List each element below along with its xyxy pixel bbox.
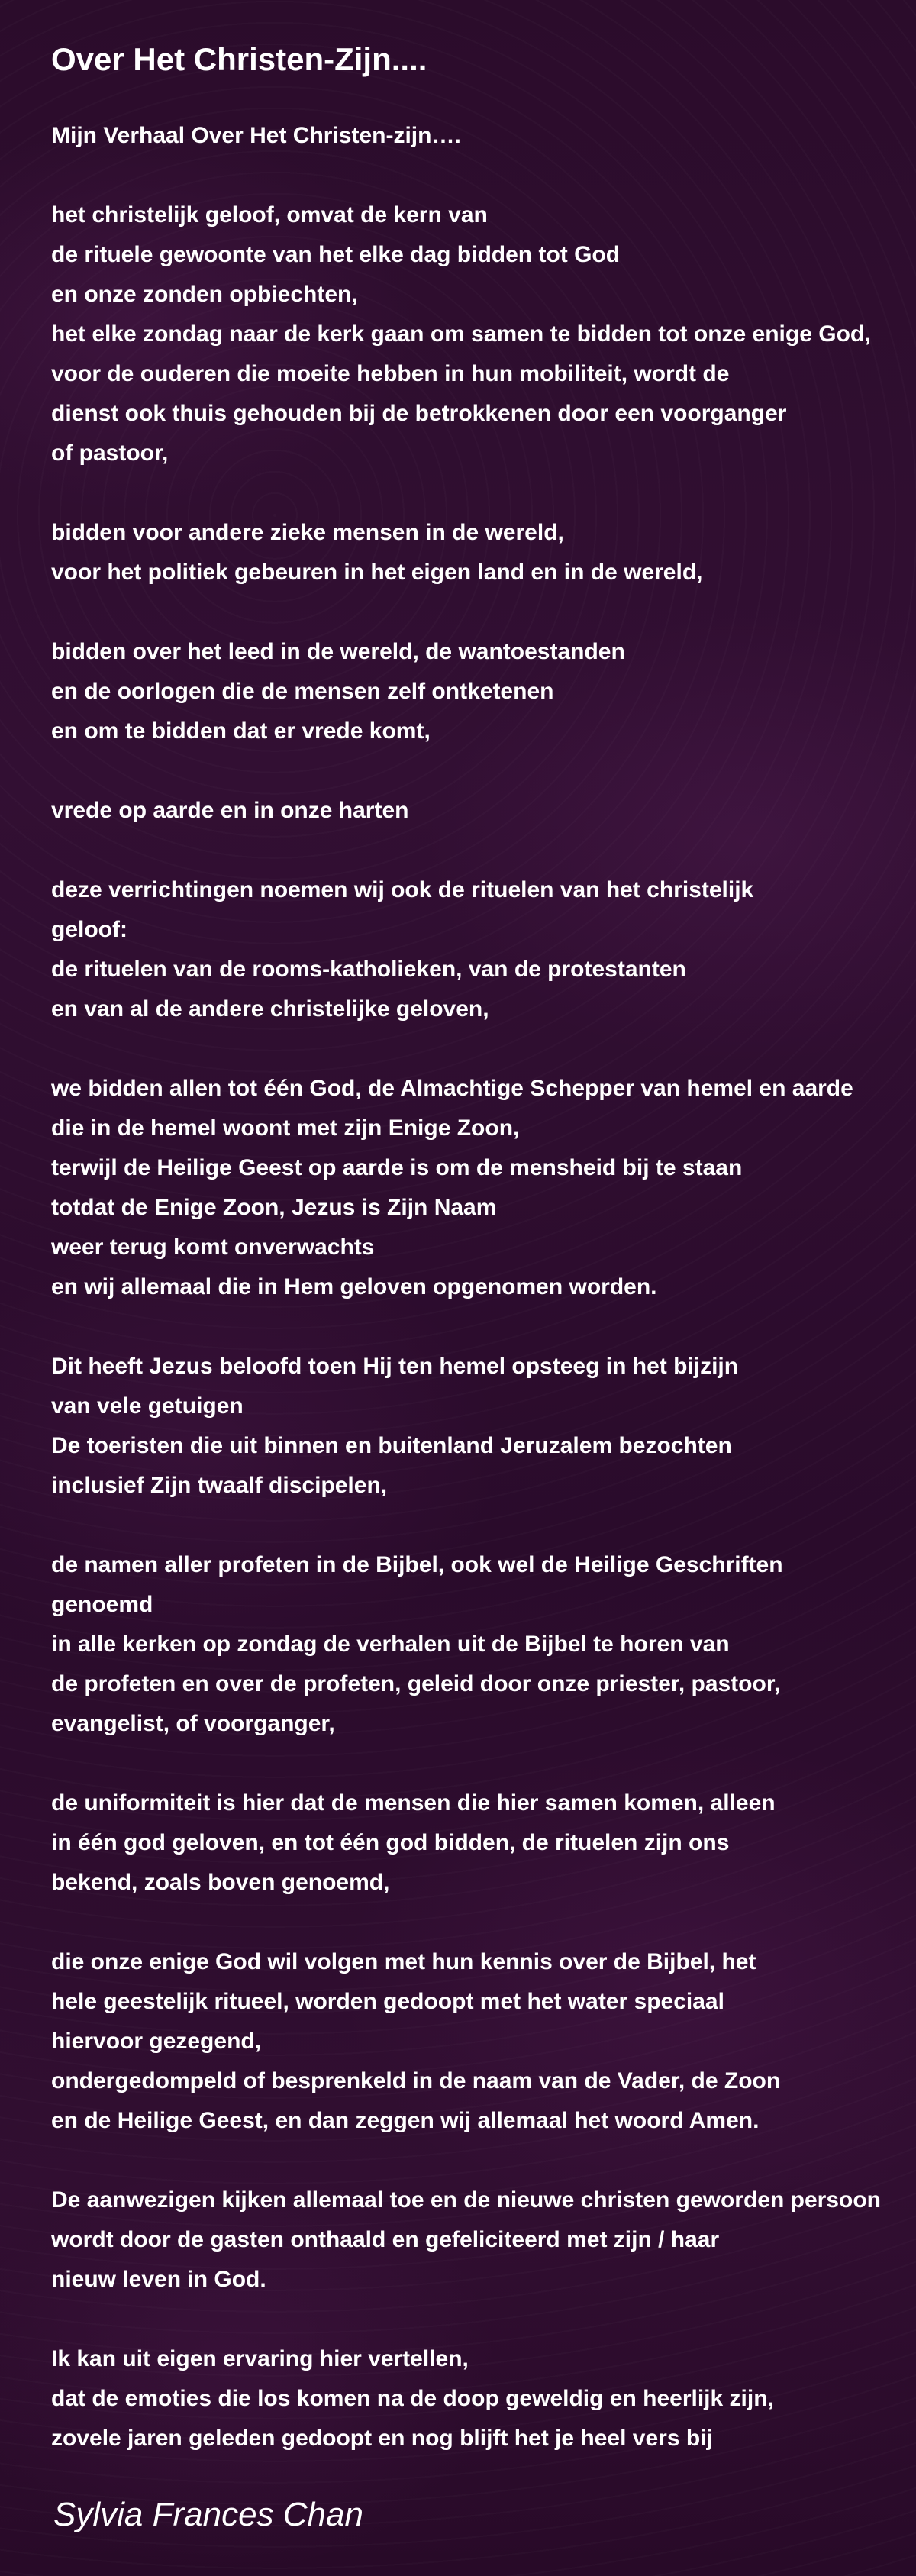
stanza-break bbox=[51, 1903, 916, 1942]
stanza-break bbox=[51, 1506, 916, 1545]
poem-line: terwijl de Heilige Geest op aarde is om de mensheid bij te staan bbox=[51, 1155, 743, 1180]
poem-line: Dit heeft Jezus beloofd toen Hij ten hemel opsteeg in het bijzijn bbox=[51, 1354, 739, 1379]
poem-line: dienst ook thuis gehouden bij de betrokkenen door een voorganger bbox=[51, 401, 787, 426]
stanza-break bbox=[51, 473, 916, 513]
poem-line: in één god geloven, en tot één god bidden, de rituelen zijn ons bbox=[51, 1830, 730, 1855]
poem-title: Over Het Christen-Zijn.... bbox=[51, 41, 427, 77]
poem-line: de namen aller profeten in de Bijbel, ook wel de Heilige Geschriften bbox=[51, 1552, 783, 1577]
stanza-break bbox=[51, 751, 916, 791]
poem-author: Sylvia Frances Chan bbox=[53, 2496, 363, 2533]
poem-line: totdat de Enige Zoon, Jezus is Zijn Naam bbox=[51, 1195, 497, 1220]
poem-line: vrede op aarde en in onze harten bbox=[51, 798, 409, 823]
poem-line: nieuw leven in God. bbox=[51, 2267, 266, 2292]
poem-line: en van al de andere christelijke geloven, bbox=[51, 996, 489, 1022]
poem-line: de rituele gewoonte van het elke dag bidden tot God bbox=[51, 242, 621, 267]
poem-line: geloof: bbox=[51, 917, 127, 942]
poem-line: ondergedompeld of besprenkeld in de naam van de Vader, de Zoon bbox=[51, 2068, 781, 2093]
stanza-break bbox=[51, 831, 916, 870]
poem-line: die onze enige God wil volgen met hun kennis over de Bijbel, het bbox=[51, 1949, 756, 1974]
poem-line: bidden voor andere zieke mensen in de wereld, bbox=[51, 520, 564, 545]
stanza-break bbox=[51, 1744, 916, 1784]
poem-line: De toeristen die uit binnen en buitenland Jeruzalem bezochten bbox=[51, 1433, 732, 1458]
poem-line: de rituelen van de rooms-katholieken, van de protestanten bbox=[51, 957, 686, 982]
poem-line: hele geestelijk ritueel, worden gedoopt met het water speciaal bbox=[51, 1989, 724, 2014]
poem-line: voor het politiek gebeuren in het eigen land en in de wereld, bbox=[51, 560, 703, 585]
poem-line: deze verrichtingen noemen wij ook de rituelen van het christelijk bbox=[51, 877, 754, 902]
stanza-break bbox=[51, 1307, 916, 1347]
poem-line: en de Heilige Geest, en dan zeggen wij allemaal het woord Amen. bbox=[51, 2108, 760, 2133]
poem-line: die in de hemel woont met zijn Enige Zoon, bbox=[51, 1115, 520, 1141]
poem-line: het christelijk geloof, omvat de kern van bbox=[51, 202, 488, 228]
poem-line: wordt door de gasten onthaald en gefeliciteerd met zijn / haar bbox=[51, 2227, 720, 2252]
poem-line: we bidden allen tot één God, de Almachtige Schepper van hemel en aarde bbox=[51, 1076, 853, 1101]
poem-line: De aanwezigen kijken allemaal toe en de nieuwe christen geworden persoon bbox=[51, 2187, 881, 2213]
poem-line: het elke zondag naar de kerk gaan om samen te bidden tot onze enige God, bbox=[51, 321, 871, 347]
poem-line: bidden over het leed in de wereld, de wantoestanden bbox=[51, 639, 625, 664]
poem-line: weer terug komt onverwachts bbox=[51, 1235, 375, 1260]
poem-line: hiervoor gezegend, bbox=[51, 2029, 262, 2054]
stanza-break bbox=[51, 2141, 916, 2181]
poem-line: bekend, zoals boven genoemd, bbox=[51, 1870, 390, 1895]
poem-line: en om te bidden dat er vrede komt, bbox=[51, 718, 431, 744]
poem-line: in alle kerken op zondag de verhalen uit de Bijbel te horen van bbox=[51, 1632, 730, 1657]
stanza-break bbox=[51, 156, 916, 195]
poem-line: en de oorlogen die de mensen zelf ontketenen bbox=[51, 679, 554, 704]
poem-line: evangelist, of voorganger, bbox=[51, 1711, 335, 1736]
poem-line: en onze zonden opbiechten, bbox=[51, 282, 358, 307]
poem-line: genoemd bbox=[51, 1592, 153, 1617]
poem-line: inclusief Zijn twaalf discipelen, bbox=[51, 1473, 388, 1498]
poem-line: of pastoor, bbox=[51, 441, 169, 466]
stanza-break bbox=[51, 2300, 916, 2339]
poem-line: Ik kan uit eigen ervaring hier vertellen, bbox=[51, 2346, 469, 2371]
poem-line: de profeten en over de profeten, geleid door onze priester, pastoor, bbox=[51, 1671, 781, 1696]
poem-line: de uniformiteit is hier dat de mensen die hier samen komen, alleen bbox=[51, 1790, 776, 1816]
stanza-break bbox=[51, 592, 916, 632]
poem-line: dat de emoties die los komen na de doop geweldig en heerlijk zijn, bbox=[51, 2386, 774, 2411]
poem-line: en wij allemaal die in Hem geloven opgenomen worden. bbox=[51, 1274, 657, 1299]
poem-body bbox=[51, 116, 916, 2458]
poem-line: van vele getuigen bbox=[51, 1393, 244, 1419]
stanza-break bbox=[51, 1029, 916, 1069]
poem-line: Mijn Verhaal Over Het Christen-zijn…. bbox=[51, 123, 461, 148]
poem-line: zovele jaren geleden gedoopt en nog blijft het je heel vers bij bbox=[51, 2426, 713, 2451]
poem-line: voor de ouderen die moeite hebben in hun mobiliteit, wordt de bbox=[51, 361, 730, 386]
